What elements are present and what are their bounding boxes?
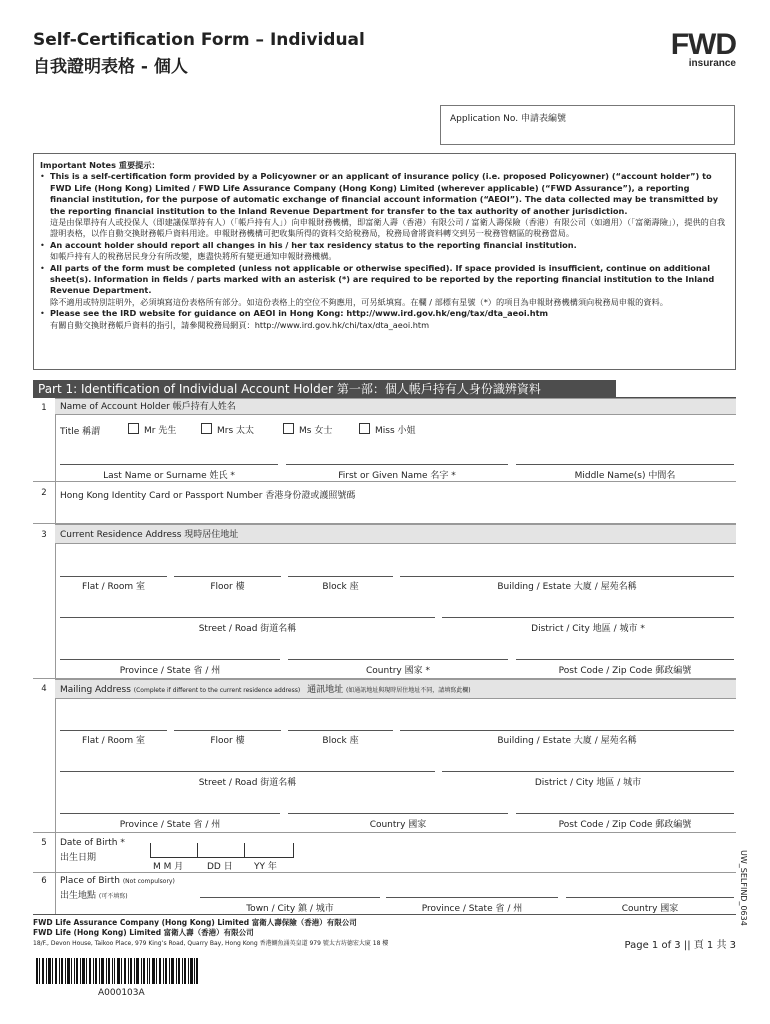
title-option-miss[interactable] bbox=[359, 423, 416, 436]
street-input[interactable] bbox=[60, 617, 435, 618]
dob-month-label: M M 月 bbox=[153, 862, 184, 872]
pob-label-zh bbox=[60, 888, 128, 901]
town-input[interactable] bbox=[200, 897, 380, 898]
mail-flat-label: Flat / Room 室 bbox=[82, 736, 145, 746]
note-item bbox=[40, 308, 729, 331]
first-name-input[interactable] bbox=[286, 464, 508, 465]
mailing-address-note: (Complete if different to the current residence address) bbox=[133, 687, 301, 694]
floor-input[interactable] bbox=[174, 576, 281, 577]
flat-input[interactable] bbox=[60, 576, 167, 577]
country-input[interactable] bbox=[288, 659, 508, 660]
title-option-ms[interactable] bbox=[283, 423, 332, 436]
middle-name-label: Middle Name(s) 中間名 bbox=[574, 471, 676, 481]
row-number: 6 bbox=[41, 876, 47, 886]
form-code: UW_SELFIND_0634 bbox=[739, 850, 748, 926]
note-item bbox=[40, 263, 729, 309]
pob-province-label: Province / State 省 / 州 bbox=[421, 904, 523, 914]
application-no-field[interactable] bbox=[440, 105, 735, 145]
company-address: 18/F., Devon House, Taikoo Place, 979 King’s Road, Quarry Bay, Hong Kong 香港鰂魚涌英皇道 979 號太古坊德宏大廈 18 樓 bbox=[33, 940, 389, 947]
floor-label: Floor 樓 bbox=[210, 582, 245, 592]
pob-label-en bbox=[60, 876, 175, 886]
building-label: Building / Estate 大廈 / 屋苑名稱 bbox=[497, 582, 637, 592]
first-name-label: First or Given Name 名字 * bbox=[338, 471, 456, 481]
number-column-divider bbox=[55, 398, 56, 914]
mail-postcode-label: Post Code / Zip Code 郵政編號 bbox=[558, 820, 692, 830]
form-title-en: Self-Certification Form – Individual bbox=[33, 30, 365, 50]
district-label: District / City 地區 / 城市 * bbox=[531, 624, 645, 634]
note-zh: 除不適用或特別註明外，必須填寫這份表格所有部分。如這份表格上的空位不夠應用，可另紙填寫。在欄 / 部標有星號（*）的項目為申報財務機構須向稅務局申報的資料。 bbox=[50, 296, 668, 307]
block-label: Block 座 bbox=[322, 582, 359, 592]
note-item bbox=[40, 171, 729, 239]
mail-country-label: Country 國家 bbox=[369, 820, 427, 830]
checkbox-icon[interactable] bbox=[128, 423, 139, 434]
dob-year-label: YY 年 bbox=[254, 862, 277, 872]
notes-heading: Important Notes 重要提示： bbox=[40, 160, 160, 170]
form-title-zh: 自我證明表格 - 個人 bbox=[33, 57, 188, 77]
fwd-logo bbox=[671, 30, 736, 69]
dob-label-zh: 出生日期 bbox=[60, 853, 97, 863]
pob-country-label: Country 國家 bbox=[621, 904, 679, 914]
town-label: Town / City 鎮 / 城市 bbox=[246, 904, 334, 914]
note-en: • An account holder should report all changes in his / her tax residency status to the reporting financial institution. bbox=[50, 239, 577, 250]
note-en: • This is a self-certification form provided by a Policyowner or an applicant of insurance policy (i.e. proposed Policyowner) (“account holder”) to FWD Life (Hong Kong) Limited / FWD Life Assurance Company (Hong Kong) Limited (wherever applicable) (“FWD Assurance”), a reporting financial institution, for the purpose of automatic exchange of financial account information (“AEOI”). The data collected may be transmitted by the reporting financial institution to the Inland Revenue Department for transfer to the tax authority of another jurisdiction. bbox=[50, 171, 719, 216]
pob-title: Place of Birth bbox=[60, 876, 120, 886]
part1-header: Part 1: Identification of Individual Account Holder 第一部：個人帳戶持有人身份識辨資料 bbox=[33, 380, 616, 398]
last-name-input[interactable] bbox=[60, 464, 278, 465]
mail-district-label: District / City 地區 / 城市 bbox=[534, 778, 642, 788]
pob-note-zh: (可不填寫) bbox=[98, 893, 128, 900]
dob-divider bbox=[244, 843, 245, 857]
barcode-icon bbox=[36, 958, 199, 984]
row-number: 1 bbox=[41, 403, 47, 413]
logo-sub: insurance bbox=[688, 58, 736, 69]
province-input[interactable] bbox=[60, 659, 280, 660]
row1-header: Name of Account Holder 帳戶持有人姓名 bbox=[55, 398, 736, 415]
option-label: Ms 女士 bbox=[299, 426, 333, 436]
note-en: • All parts of the form must be completed (unless not applicable or otherwise specified). If space provided is insufficient, continue on additional sheet(s). Information in fields / parts marked with an asterisk (*) are required to be reported by the reporting financial institution to the Inland Revenue Department. bbox=[50, 262, 715, 296]
mail-country-input[interactable] bbox=[288, 813, 508, 814]
dob-day-label: DD 日 bbox=[207, 862, 233, 872]
province-label: Province / State 省 / 州 bbox=[119, 666, 221, 676]
mailing-address-title: Mailing Address bbox=[60, 685, 131, 695]
row-divider bbox=[33, 832, 736, 833]
option-label: Miss 小姐 bbox=[375, 426, 416, 436]
row-divider bbox=[33, 481, 736, 482]
mail-district-input[interactable] bbox=[442, 771, 734, 772]
mailing-address-title-zh: 通訊地址 bbox=[307, 685, 344, 695]
row-divider bbox=[33, 914, 736, 915]
note-item bbox=[40, 240, 729, 263]
pob-country-input[interactable] bbox=[566, 897, 734, 898]
row4-header bbox=[55, 679, 736, 699]
flat-label: Flat / Room 室 bbox=[82, 582, 145, 592]
option-label: Mr 先生 bbox=[144, 426, 177, 436]
note-zh: 如帳戶持有人的稅務居民身分有所改變，應盡快將所有變更通知申報財務機構。 bbox=[50, 251, 337, 262]
hkid-passport-input[interactable] bbox=[56, 500, 736, 520]
footer-companies bbox=[33, 918, 357, 938]
row-divider bbox=[33, 872, 736, 873]
pob-province-input[interactable] bbox=[386, 897, 558, 898]
row-number: 5 bbox=[41, 838, 47, 848]
dob-divider bbox=[197, 843, 198, 857]
important-notes bbox=[33, 153, 736, 370]
hkid-passport-label: Hong Kong Identity Card or Passport Number 香港身份證或護照號碼 bbox=[60, 491, 356, 501]
mail-floor-label: Floor 樓 bbox=[210, 736, 245, 746]
mail-building-input[interactable] bbox=[400, 730, 734, 731]
mail-flat-input[interactable] bbox=[60, 730, 167, 731]
option-label: Mrs 太太 bbox=[217, 426, 255, 436]
logo-main: FWD bbox=[670, 28, 736, 61]
mail-block-label: Block 座 bbox=[322, 736, 359, 746]
mail-street-input[interactable] bbox=[60, 771, 435, 772]
note-zh: 有關自動交換財務帳戶資料的指引，請參閱稅務局網頁：http://www.ird.gov.hk/chi/tax/dta_aeoi.htm bbox=[50, 319, 430, 330]
district-input[interactable] bbox=[442, 617, 734, 618]
checkbox-icon[interactable] bbox=[201, 423, 212, 434]
note-en: • Please see the IRD website for guidance on AEOI in Hong Kong: http://www.ird.gov.hk/eng/tax/dta_aeoi.htm bbox=[50, 308, 549, 319]
dob-input[interactable] bbox=[150, 843, 294, 858]
note-zh: 這是由保單持有人或投保人（即建議保單持有人）（「帳戶持有人」）向申報財務機構，即富衛人壽（香港）有限公司 / 富衛人壽保險（香港）有限公司（如適用）（「富衛壽險」），提供的自我證明表格，以作自動交換財務帳戶資料用途。申報財務機構可把收集所得的資料交給稅務局，稅務局會將資料轉交到另一稅務管轄區的稅務當局。 bbox=[50, 217, 726, 239]
page-number: Page 1 of 3 || 頁 1 共 3 bbox=[624, 940, 736, 951]
street-label: Street / Road 街道名稱 bbox=[198, 624, 297, 634]
title-option-mr[interactable] bbox=[128, 423, 176, 436]
application-no-label: Application No. 申請表編號 bbox=[450, 114, 566, 124]
title-label: Title 稱謂 bbox=[60, 427, 101, 437]
row3-header: Current Residence Address 現時居住地址 bbox=[55, 524, 736, 544]
company-name-2: FWD Life (Hong Kong) Limited 富衛人壽（香港）有限公司 bbox=[33, 928, 254, 937]
mail-province-label: Province / State 省 / 州 bbox=[119, 820, 221, 830]
mail-block-input[interactable] bbox=[288, 730, 393, 731]
row-number: 3 bbox=[41, 530, 47, 540]
middle-name-input[interactable] bbox=[516, 464, 734, 465]
postcode-input[interactable] bbox=[516, 659, 734, 660]
last-name-label: Last Name or Surname 姓氏 * bbox=[103, 471, 235, 481]
checkbox-icon[interactable] bbox=[283, 423, 294, 434]
mail-floor-input[interactable] bbox=[174, 730, 281, 731]
mail-building-label: Building / Estate 大廈 / 屋苑名稱 bbox=[497, 736, 637, 746]
mail-province-input[interactable] bbox=[60, 813, 280, 814]
country-label: Country 國家 * bbox=[366, 666, 430, 676]
title-option-mrs[interactable] bbox=[201, 423, 254, 436]
mailing-address-note-zh: (如通訊地址與現時居住地址不同，請填寫此欄) bbox=[345, 687, 471, 694]
pob-note: (Not compulsory) bbox=[122, 878, 175, 885]
company-name-1: FWD Life Assurance Company (Hong Kong) Limited 富衛人壽保險（香港）有限公司 bbox=[33, 918, 357, 927]
row-number: 4 bbox=[41, 684, 47, 694]
building-input[interactable] bbox=[400, 576, 734, 577]
mail-postcode-input[interactable] bbox=[516, 813, 734, 814]
pob-title-zh: 出生地點 bbox=[60, 891, 97, 901]
postcode-label: Post Code / Zip Code 郵政編號 bbox=[558, 666, 692, 676]
dob-label-en: Date of Birth * bbox=[60, 838, 125, 848]
block-input[interactable] bbox=[288, 576, 393, 577]
checkbox-icon[interactable] bbox=[359, 423, 370, 434]
row-number: 2 bbox=[41, 488, 47, 498]
barcode-number: A000103A bbox=[98, 988, 145, 998]
mail-street-label: Street / Road 街道名稱 bbox=[198, 778, 297, 788]
